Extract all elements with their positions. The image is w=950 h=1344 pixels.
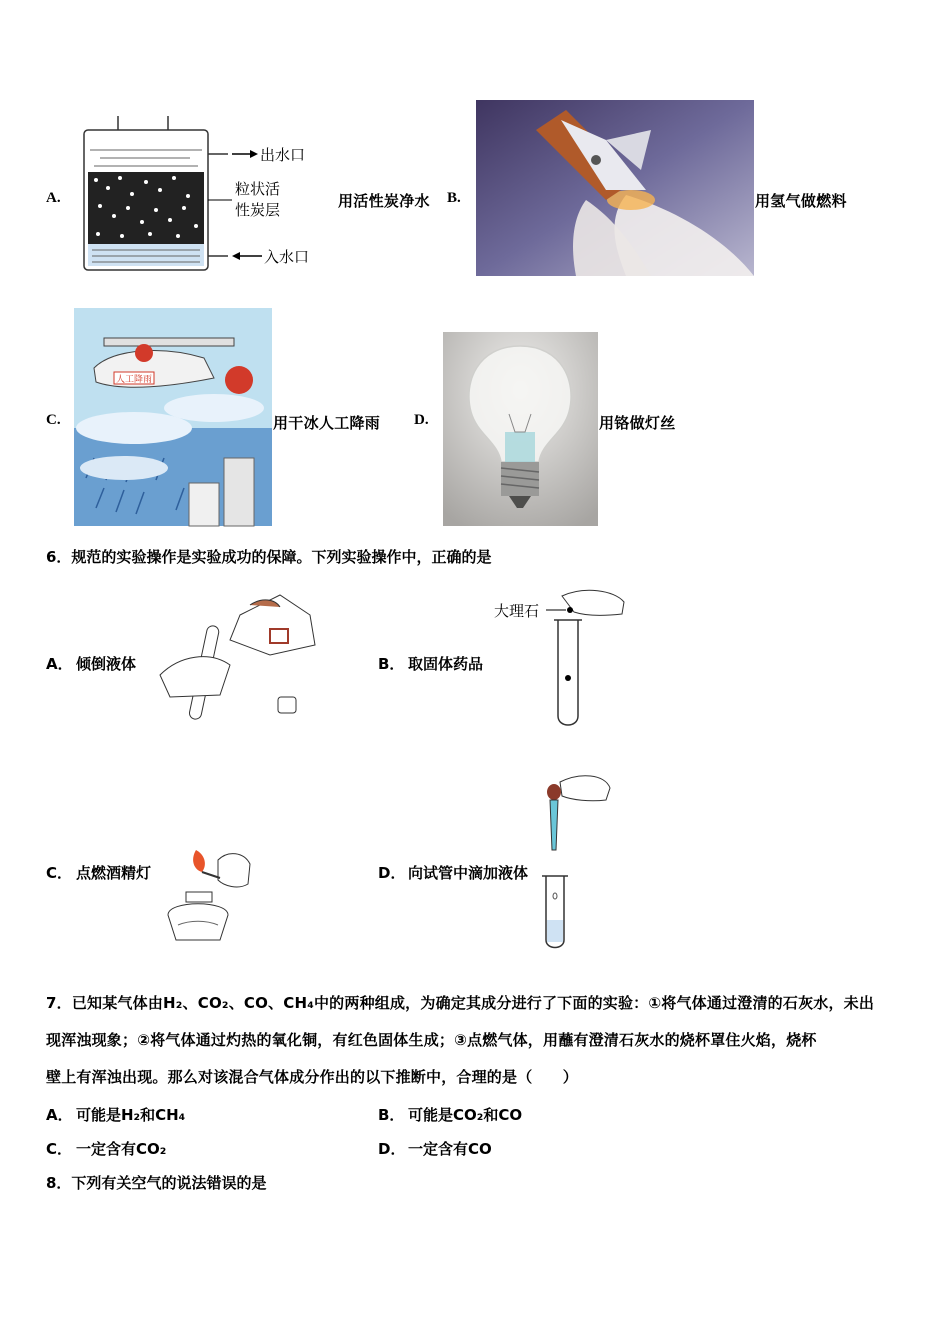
granule-label-2: 性炭层: [235, 201, 281, 219]
q6-option-c-letter: C．: [46, 864, 73, 882]
q7-line-1: 7．已知某气体由H₂、CO₂、CO、CH₄中的两种组成，为确定其成分进行了下面的实验：①将气体通过澄清的石灰水，未出: [46, 994, 875, 1012]
q6-option-d-text: 向试管中滴加液体: [408, 864, 529, 882]
q6-option-a-text: 倾倒液体: [76, 655, 137, 673]
q7-option-b-text: 可能是CO₂和CO: [408, 1106, 523, 1124]
q6-option-a-letter: A．: [46, 655, 73, 673]
alcohol-lamp-illustration: [158, 840, 258, 945]
q7-option-d-letter: D．: [378, 1140, 406, 1158]
q5-option-b-text: 用氢气做燃料: [755, 192, 847, 210]
q5-option-a-letter: A.: [46, 190, 61, 206]
q6-stem: 6．规范的实验操作是实验成功的保障。下列实验操作中，正确的是: [46, 548, 492, 566]
q5-option-d-letter: D.: [414, 412, 429, 428]
q6-option-b-text: 取固体药品: [408, 655, 484, 673]
q5-option-d-text: 用铬做灯丝: [599, 414, 676, 432]
q7-stem: [46, 985, 874, 1096]
q7-option-a-letter: A．: [46, 1106, 73, 1124]
out-label: 出水口: [260, 146, 306, 164]
q6-option-d-letter: D．: [378, 864, 406, 882]
q7-option-b-letter: B．: [378, 1106, 405, 1124]
q6-option-c-text: 点燃酒精灯: [76, 864, 152, 882]
q8-stem: 8．下列有关空气的说法错误的是: [46, 1174, 267, 1192]
q7-option-d-text: 一定含有CO: [408, 1140, 492, 1158]
q7-line-2: 现浑浊现象；②将气体通过灼热的氧化铜，有红色固体生成；③点燃气体，用蘸有澄清石灰水的烧杯罩住火焰，烧杯: [46, 1031, 817, 1049]
cartoon-plane-rain-image: [74, 308, 272, 526]
q5-option-b-letter: B.: [447, 190, 461, 206]
activated-carbon-diagram: [80, 116, 320, 276]
solid-reagent-illustration: [494, 586, 634, 731]
q7-option-c-text: 一定含有CO₂: [76, 1140, 167, 1158]
granule-label-1: 粒状活: [235, 180, 281, 198]
q6-option-b-letter: B．: [378, 655, 405, 673]
dropper-test-tube-illustration: [530, 770, 620, 950]
in-label: 入水口: [264, 248, 310, 266]
q5-option-c-letter: C.: [46, 412, 61, 428]
marble-label: 大理石: [494, 602, 540, 620]
space-shuttle-launch-photo: [476, 100, 754, 276]
q5-option-a-text: 用活性炭净水: [338, 192, 430, 210]
pour-liquid-illustration: [150, 585, 330, 725]
q5-option-c-text: 用干冰人工降雨: [273, 414, 381, 432]
q7-option-a-text: 可能是H₂和CH₄: [76, 1106, 186, 1124]
light-bulb-photo: [443, 332, 598, 526]
plane-label: 人工降雨: [116, 375, 153, 385]
q7-line-3: 壁上有浑浊出现。那么对该混合气体成分作出的以下推断中，合理的是（ ）: [46, 1068, 579, 1086]
q7-option-c-letter: C．: [46, 1140, 73, 1158]
